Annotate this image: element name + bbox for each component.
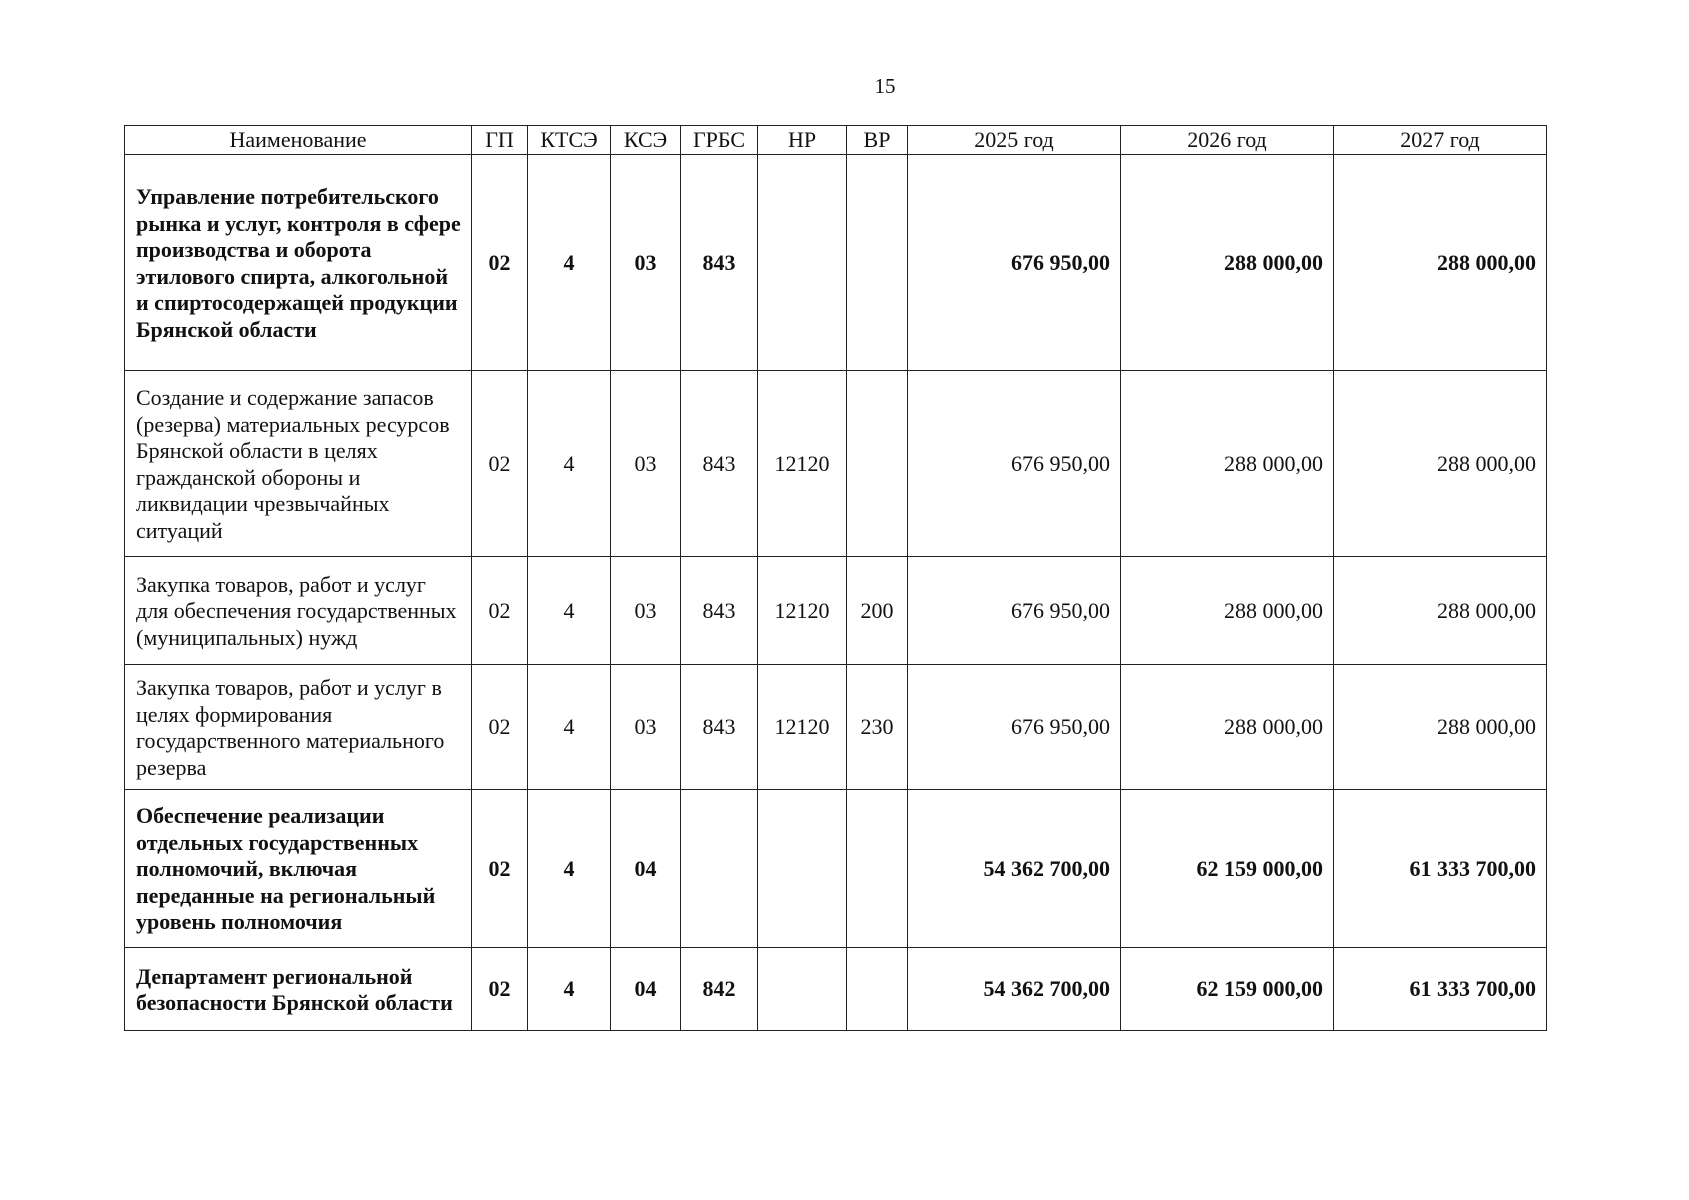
row-grbs: 843 [681, 557, 758, 665]
row-2025: 676 950,00 [908, 557, 1121, 665]
page-number: 15 [874, 74, 896, 98]
row-name: Департамент региональной безопасности Брянской области [125, 948, 472, 1031]
row-kse: 03 [611, 665, 681, 790]
header-gp: ГП [472, 126, 528, 155]
row-kse: 03 [611, 371, 681, 557]
row-2025: 676 950,00 [908, 371, 1121, 557]
row-grbs [681, 790, 758, 948]
row-gp: 02 [472, 790, 528, 948]
table-row [125, 665, 1547, 790]
header-2025: 2025 год [908, 126, 1121, 155]
row-kse: 03 [611, 155, 681, 371]
row-2027: 61 333 700,00 [1334, 948, 1547, 1031]
row-2025: 676 950,00 [908, 665, 1121, 790]
row-nr: 12120 [758, 665, 847, 790]
row-grbs: 843 [681, 155, 758, 371]
row-vr [847, 790, 908, 948]
row-ktse: 4 [528, 155, 611, 371]
row-nr [758, 948, 847, 1031]
row-ktse: 4 [528, 948, 611, 1031]
row-nr [758, 790, 847, 948]
table-row [125, 155, 1547, 371]
row-2025: 54 362 700,00 [908, 948, 1121, 1031]
row-ktse: 4 [528, 665, 611, 790]
row-2026: 288 000,00 [1121, 665, 1334, 790]
row-gp: 02 [472, 948, 528, 1031]
row-2025: 54 362 700,00 [908, 790, 1121, 948]
header-vr: ВР [847, 126, 908, 155]
table-row [125, 371, 1547, 557]
budget-table [124, 125, 1547, 1031]
row-2026: 288 000,00 [1121, 155, 1334, 371]
row-grbs: 843 [681, 665, 758, 790]
row-kse: 04 [611, 790, 681, 948]
row-grbs: 843 [681, 371, 758, 557]
table-row [125, 948, 1547, 1031]
row-2027: 288 000,00 [1334, 557, 1547, 665]
row-vr [847, 371, 908, 557]
header-ktse: КТСЭ [528, 126, 611, 155]
row-vr: 200 [847, 557, 908, 665]
row-nr: 12120 [758, 371, 847, 557]
row-name: Закупка товаров, работ и услуг в целях формирования государственного материального резерва [125, 665, 472, 790]
row-2026: 288 000,00 [1121, 557, 1334, 665]
row-2026: 62 159 000,00 [1121, 948, 1334, 1031]
header-kse: КСЭ [611, 126, 681, 155]
row-gp: 02 [472, 371, 528, 557]
header-2026: 2026 год [1121, 126, 1334, 155]
row-name: Создание и содержание запасов (резерва) материальных ресурсов Брянской области в целях гражданской обороны и ликвидации чрезвычайных ситуаций [125, 371, 472, 557]
row-name: Обеспечение реализации отдельных государственных полномочий, включая переданные на региональный уровень полномочия [125, 790, 472, 948]
row-2027: 61 333 700,00 [1334, 790, 1547, 948]
row-gp: 02 [472, 665, 528, 790]
table-row [125, 790, 1547, 948]
row-2027: 288 000,00 [1334, 665, 1547, 790]
row-gp: 02 [472, 155, 528, 371]
row-name: Управление потребительского рынка и услуг, контроля в сфере производства и оборота этилового спирта, алкогольной и спиртосодержащей продукции Брянской области [125, 155, 472, 371]
row-vr: 230 [847, 665, 908, 790]
table-row [125, 557, 1547, 665]
row-ktse: 4 [528, 371, 611, 557]
header-nr: НР [758, 126, 847, 155]
row-gp: 02 [472, 557, 528, 665]
row-kse: 04 [611, 948, 681, 1031]
row-grbs: 842 [681, 948, 758, 1031]
row-2026: 62 159 000,00 [1121, 790, 1334, 948]
row-vr [847, 948, 908, 1031]
header-2027: 2027 год [1334, 126, 1547, 155]
header-grbs: ГРБС [681, 126, 758, 155]
row-ktse: 4 [528, 557, 611, 665]
row-2027: 288 000,00 [1334, 155, 1547, 371]
row-ktse: 4 [528, 790, 611, 948]
table-header-row [125, 126, 1547, 155]
row-nr: 12120 [758, 557, 847, 665]
row-2026: 288 000,00 [1121, 371, 1334, 557]
row-2025: 676 950,00 [908, 155, 1121, 371]
row-kse: 03 [611, 557, 681, 665]
row-name: Закупка товаров, работ и услуг для обеспечения государственных (муниципальных) нужд [125, 557, 472, 665]
row-2027: 288 000,00 [1334, 371, 1547, 557]
row-vr [847, 155, 908, 371]
row-nr [758, 155, 847, 371]
header-name: Наименование [125, 126, 472, 155]
